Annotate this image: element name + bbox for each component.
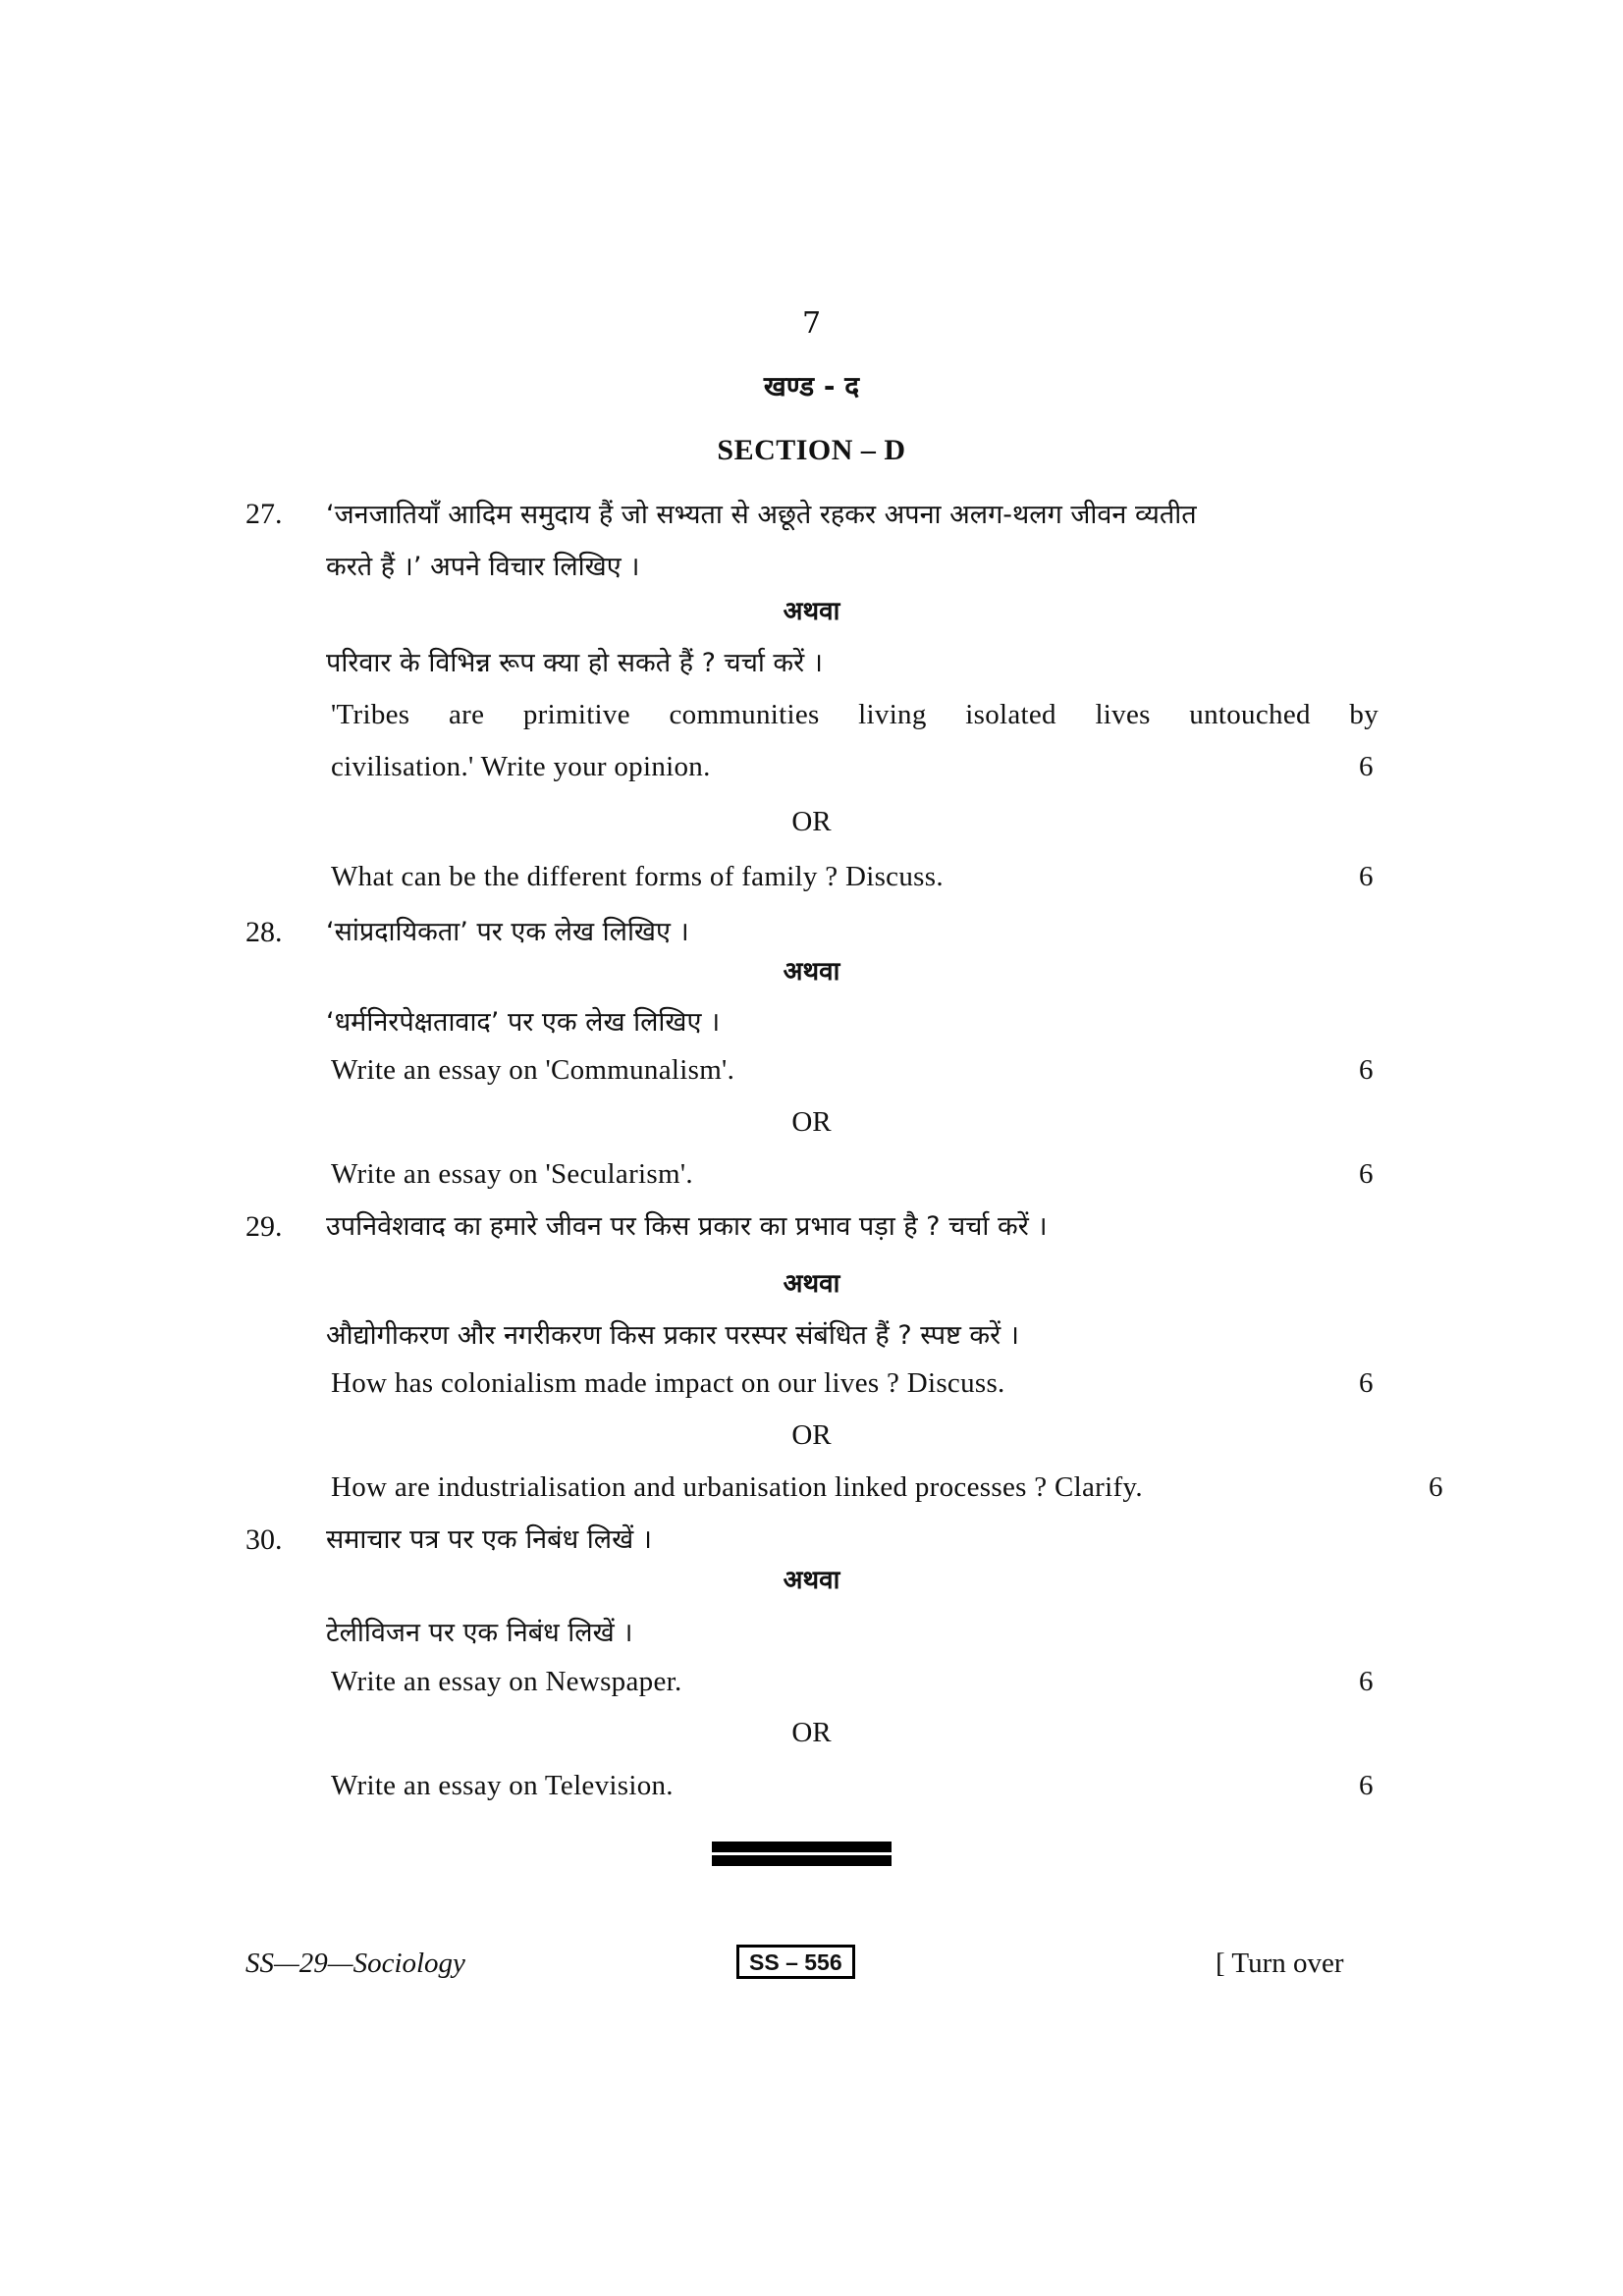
end-of-paper-rule <box>712 1842 892 1869</box>
question-hindi-alternative: परिवार के विभिन्न रूप क्या हो सकते हैं ? चर्चा करें । <box>326 648 824 678</box>
question-english-line1: How has colonialism made impact on our lives ? Discuss. <box>331 1367 1005 1399</box>
or-separator: OR <box>791 1717 832 1748</box>
or-separator: OR <box>791 1106 832 1138</box>
question-number: 30. <box>245 1523 283 1556</box>
marks: 6 <box>1359 751 1374 782</box>
marks: 6 <box>1359 1770 1374 1801</box>
marks: 6 <box>1359 861 1374 892</box>
question-english-line1: Write an essay on Newspaper. <box>331 1666 682 1697</box>
question-english-alternative: Write an essay on Television. <box>331 1770 674 1801</box>
question-hindi-line1: ‘सांप्रदायिकता’ पर एक लेख लिखिए । <box>326 917 689 947</box>
page-number: 7 <box>801 306 822 341</box>
question-hindi-line1: समाचार पत्र पर एक निबंध लिखें । <box>326 1524 652 1555</box>
athva-separator: अथवा <box>783 957 840 987</box>
athva-separator: अथवा <box>783 597 840 626</box>
marks: 6 <box>1429 1471 1443 1503</box>
section-title-english: SECTION – D <box>717 434 906 466</box>
question-hindi-alternative: ‘धर्मनिरपेक्षतावाद’ पर एक लेख लिखिए । <box>326 1007 721 1038</box>
marks: 6 <box>1359 1666 1374 1697</box>
athva-separator: अथवा <box>783 1566 840 1595</box>
question-hindi-alternative: औद्योगीकरण और नगरीकरण किस प्रकार परस्पर संबंधित हैं ? स्पष्ट करें । <box>326 1320 1020 1351</box>
question-english-line1: 'Tribes are primitive communities living isolated lives untouched by <box>331 699 1379 730</box>
question-number: 29. <box>245 1210 283 1243</box>
subject-code: SS—29—Sociology <box>245 1948 465 1979</box>
question-english-alternative: Write an essay on 'Secularism'. <box>331 1158 693 1190</box>
or-separator: OR <box>791 806 832 837</box>
question-english-line2: civilisation.' Write your opinion. <box>331 751 711 782</box>
question-number: 27. <box>245 498 283 530</box>
question-hindi-line1: उपनिवेशवाद का हमारे जीवन पर किस प्रकार का प्रभाव पड़ा है ? चर्चा करें । <box>326 1211 1048 1242</box>
athva-separator: अथवा <box>783 1269 840 1299</box>
marks: 6 <box>1359 1367 1374 1399</box>
question-hindi-alternative: टेलीविजन पर एक निबंध लिखें । <box>326 1618 633 1648</box>
turn-over-note: [ Turn over <box>1216 1948 1344 1979</box>
paper-code-box: SS – 556 <box>736 1945 855 1979</box>
question-english-alternative: What can be the different forms of family ? Discuss. <box>331 861 944 892</box>
question-hindi-line2: करते हैं ।’ अपने विचार लिखिए । <box>326 552 640 582</box>
marks: 6 <box>1359 1158 1374 1190</box>
question-english-alternative: How are industrialisation and urbanisation linked processes ? Clarify. <box>331 1471 1143 1503</box>
question-number: 28. <box>245 916 283 948</box>
marks: 6 <box>1359 1054 1374 1086</box>
question-english-line1: Write an essay on 'Communalism'. <box>331 1054 735 1086</box>
question-hindi-line1: ‘जनजातियाँ आदिम समुदाय हैं जो सभ्यता से अछूते रहकर अपना अलग-थलग जीवन व्यतीत <box>326 500 1197 530</box>
or-separator: OR <box>791 1419 832 1451</box>
section-title-hindi: खण्ड - द <box>763 370 860 402</box>
